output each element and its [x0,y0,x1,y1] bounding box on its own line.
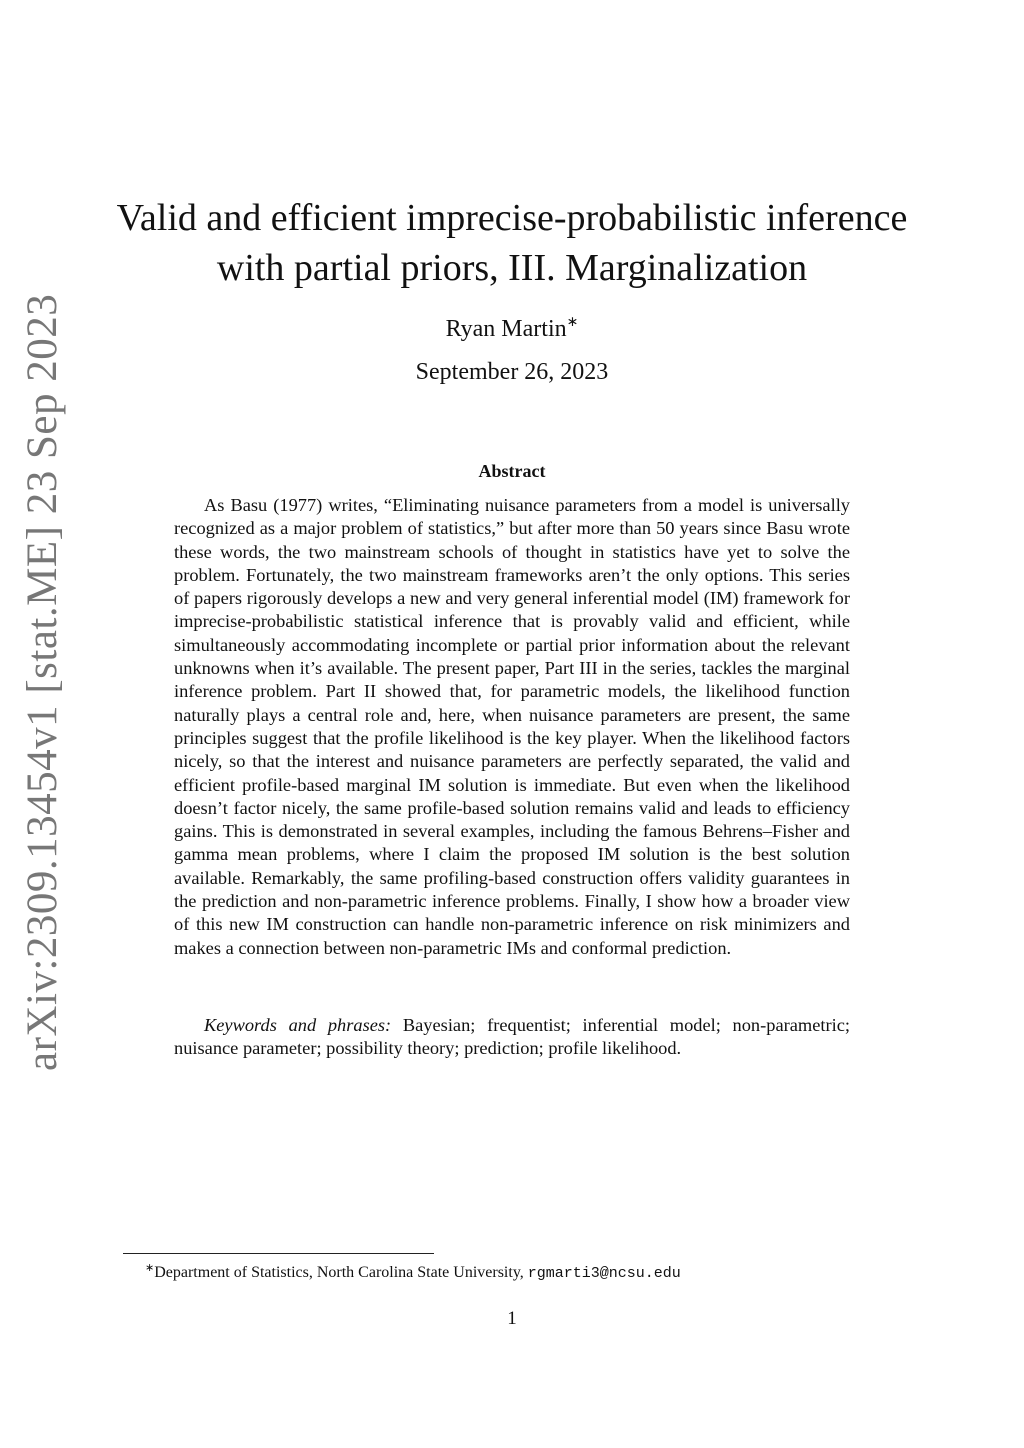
author-email: rgmarti3@ncsu.edu [527,1265,681,1282]
paper-title [0,193,1024,293]
footnote-affiliation: Department of Statistics, North Carolina State University, [154,1264,528,1281]
author-footnote-mark: ∗ [566,315,579,330]
keywords-text: Bayesian; frequentist; inferential model; non-parametric; nuisance parameter; possibility theory; prediction; profile likelihood. [174,1015,850,1059]
title-line-2: with partial priors, III. Marginalization [216,247,808,289]
title-line-1: Valid and efficient imprecise-probabilistic inference [116,197,908,239]
author-name: Ryan Martin [445,316,567,342]
footnote [145,1258,925,1284]
author [0,308,1024,344]
arxiv-identifier: arXiv:2309.13454v1 [stat.ME] 23 Sep 2023 [19,293,66,1071]
keywords [174,1014,850,1061]
abstract-heading: Abstract [478,461,546,481]
footnote-mark: ∗ [145,1262,155,1274]
keywords-label: Keywords and phrases: [204,1015,392,1035]
footnote-divider [123,1253,434,1254]
publication-date: September 26, 2023 [415,359,609,385]
abstract-body: As Basu (1977) writes, “Eliminating nuisance parameters from a model is universally recognized as a major problem of statistics,” but after more than 50 years since Basu wrote these words, the two mainstream schools of thought in statistics have yet to solve the problem. Fortunately, the two mainstream frameworks aren’t the only options. This series of papers rigorously develops a new and very general inferential model (IM) framework for imprecise-probabilistic statistical inference that is provably valid and efficient, while simultaneously accommodating incomplete or partial prior information about the relevant unknowns when it’s available. The present paper, Part III in the series, tackles the marginal inference problem. Part II showed that, for parametric models, the likelihood function naturally plays a central role and, here, when nuisance parameters are present, the same principles suggest that the profile likelihood is the key player. When the likelihood factors nicely, so that the interest and nuisance parameters are perfectly separated, the valid and efficient profile-based marginal IM solution is immediate. But even when the likelihood doesn’t factor nicely, the same profile-based solution remains valid and leads to efficiency gains. This is demonstrated in several examples, including the famous Behrens–Fisher and gamma mean problems, where I claim the proposed IM solution is the best solution available. Remarkably, the same profiling-based construction offers validity guarantees in the prediction and non-parametric inference problems. Finally, I show how a broader view of this new IM construction can handle non-parametric inference on risk minimizers and makes a connection between non-parametric IMs and conformal prediction. [174,495,850,958]
page-number: 1 [507,1308,517,1329]
